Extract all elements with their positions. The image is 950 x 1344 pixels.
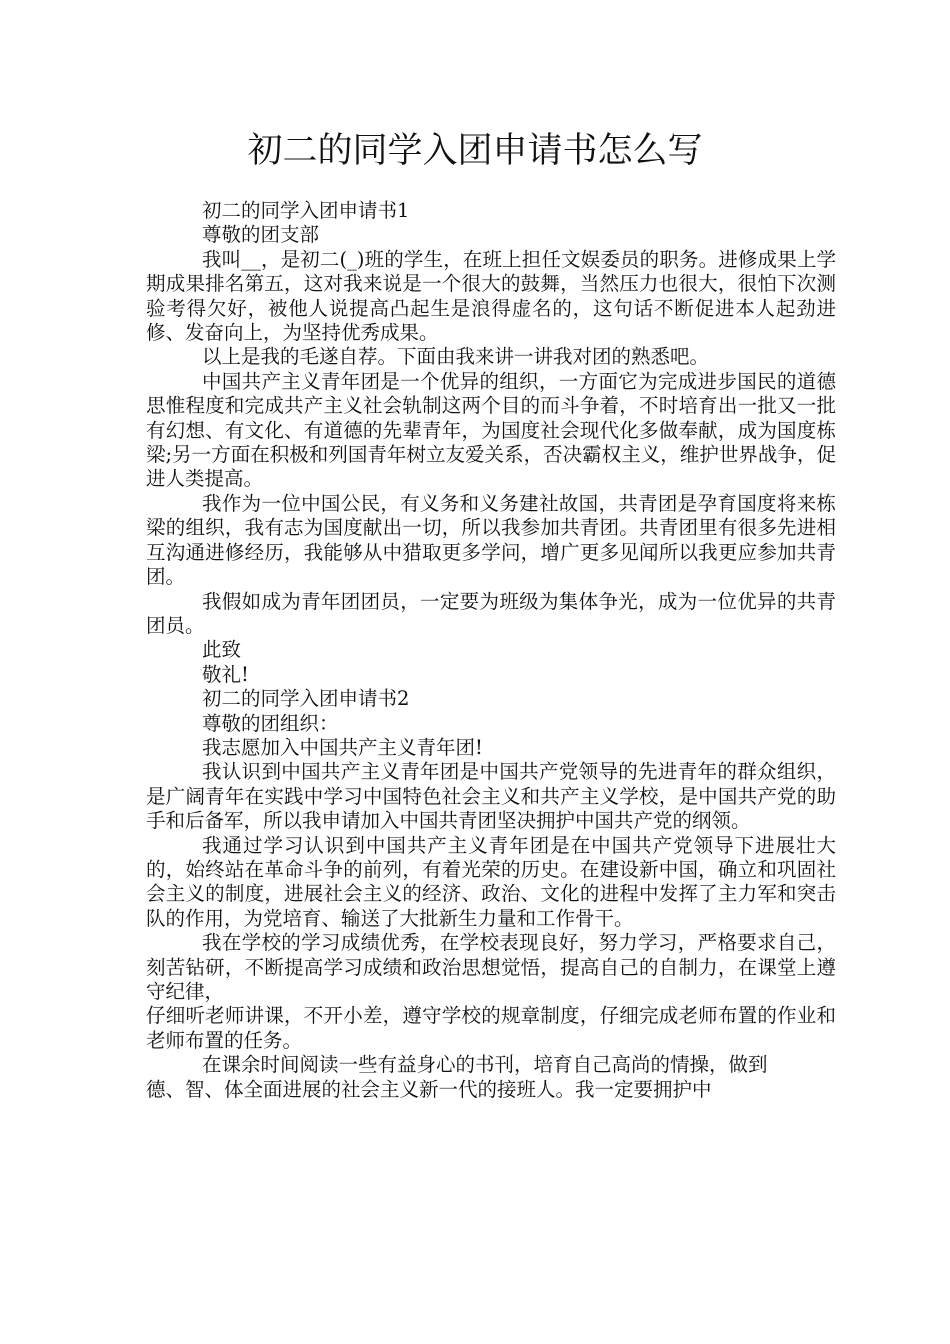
body-paragraph-continued: 德、智、体全面进展的社会主义新一代的接班人。我一定要拥护中 [146, 1077, 712, 1101]
body-paragraph: 以上是我的毛遂自荐。下面由我来讲一讲我对团的熟悉吧。 [202, 345, 710, 369]
section-heading-2: 初二的同学入团申请书2 [202, 687, 410, 711]
body-paragraph: 在课余时间阅读一些有益身心的书刊，培育自己高尚的情操，做到 [202, 1053, 768, 1077]
body-paragraph: 我作为一位中国公民，有义务和义务建社故国，共青团是孕育国度将来栋梁的组织，我有志为国度献出一切，所以我参加共青团。共青团里有很多先进相互沟通进修经历，我能够从中猎取更多学问，增广更多见闻所以我更应参加共青团。 [146, 491, 836, 589]
body-paragraph: 我在学校的学习成绩优秀，在学校表现良好，努力学习，严格要求自己，刻苦钻研，不断提高学习成绩和政治思想觉悟，提高自己的自制力，在课堂上遵守纪律， [146, 931, 836, 1003]
salutation-1: 尊敬的团支部 [202, 223, 320, 247]
body-paragraph: 中国共产主义青年团是一个优异的组织，一方面它为完成进步国民的道德思惟程度和完成共产主义社会轨制这两个目的而斗争着，不时培育出一批又一批有幻想、有文化、有道德的先辈青年，为国度社会现代化多做奉献，成为国度栋梁;另一方面在积极和列国青年树立友爱关系，否决霸权主义，维护世界战争，促进人类提高。 [146, 369, 836, 491]
body-paragraph: 我志愿加入中国共产主义青年团! [202, 735, 483, 759]
body-paragraph: 我认识到中国共产主义青年团是中国共产党领导的先进青年的群众组织，是广阔青年在实践中学习中国特色社会主义和共产主义学校，是中国共产党的助手和后备军，所以我申请加入中国共青团坚决拥护中国共产党的纲领。 [146, 760, 836, 833]
body-paragraph: 我假如成为青年团团员，一定要为班级为集体争光，成为一位优异的共青团员。 [146, 589, 836, 637]
document-title: 初二的同学入团申请书怎么写 [247, 131, 703, 171]
salutation-2: 尊敬的团组织： [202, 711, 339, 735]
closing-line: 此致 [202, 638, 242, 662]
body-paragraph: 我通过学习认识到中国共产主义青年团是在中国共产党领导下进展壮大的，始终站在革命斗争的前列，有着光荣的历史。在建设新中国，确立和巩固社会主义的制度，进展社会主义的经济、政治、文化的进程中发挥了主力军和突击队的作用，为党培育、输送了大批新生力量和工作骨干。 [146, 833, 836, 930]
closing-salute: 敬礼! [202, 662, 249, 686]
body-paragraph: 我叫__，是初二(_)班的学生，在班上担任文娱委员的职务。进修成果上学期成果排名第五，这对我来说是一个很大的鼓舞，当然压力也很大，很怕下次测验考得欠好，被他人说提高凸起生是浪得虚名的，这句话不断促进本人起劲进修、发奋向上，为坚持优秀成果。 [146, 247, 836, 345]
body-paragraph-continued: 仔细听老师讲课，不开小差，遵守学校的规章制度，仔细完成老师布置的作业和老师布置的任务。 [146, 1004, 836, 1052]
section-heading-1: 初二的同学入团申请书1 [202, 199, 410, 222]
document-body [146, 199, 836, 1102]
